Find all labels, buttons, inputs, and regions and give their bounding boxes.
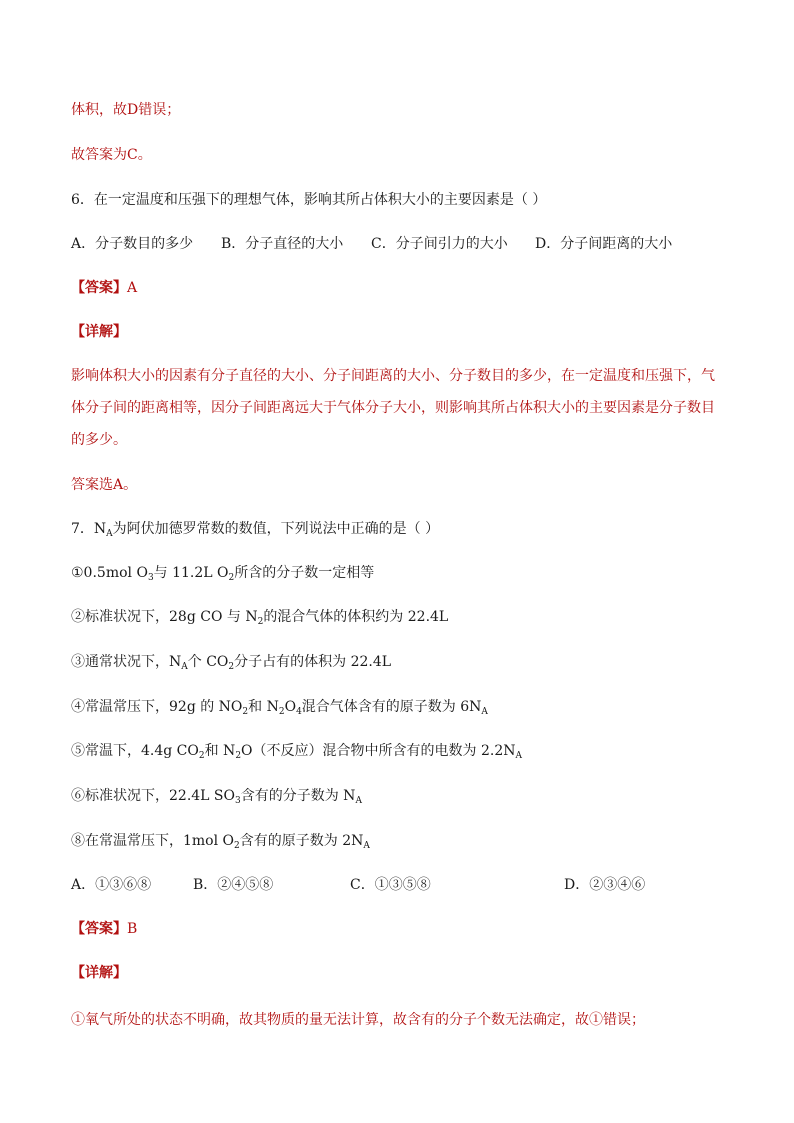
q7-statement-4: ④常温常压下，92g 的 $NO_2$和 $N_2O_4$混合气体含有的原子数为 $6N_A$ bbox=[71, 699, 488, 717]
q7-statement-2: ②标准状况下，28g CO 与 $N_2$的混合气体的体积约为 22.4L bbox=[71, 609, 449, 627]
q6-explain-label: 【详解】 bbox=[71, 324, 127, 340]
q7-option-d: D．②③④⑥ bbox=[564, 877, 646, 893]
prev-explanation-line: 体积，故D错误； bbox=[71, 102, 181, 118]
q7-stem: 7．$N_A$为阿伏加德罗常数的数值，下列说法中正确的是（ ） bbox=[71, 521, 440, 539]
q6-explain-line-2: 体分子间的距离相等，因分子间距离远大于气体分子大小，则影响其所占体积大小的主要因素是分子数目 bbox=[71, 400, 715, 416]
q6-explain-line-3: 的多少。 bbox=[71, 432, 127, 448]
q7-answer bbox=[71, 919, 137, 939]
q6-option-a: A．分子数目的多少 bbox=[71, 236, 194, 252]
answer-label: 【答案】 bbox=[71, 921, 127, 937]
q7-statement-1: ①0.5mol $O_3$与 11.2L $O_2$所含的分子数一定相等 bbox=[71, 565, 375, 583]
q7-statement-5: ⑤常温下，4.4g $CO_2$和 $N_2O$（不反应）混合物中所含有的电数为 $2.2N_A$ bbox=[71, 743, 522, 761]
q7-option-c: C．①③⑤⑧ bbox=[350, 877, 431, 893]
q6-conclusion: 答案选A。 bbox=[71, 477, 138, 493]
q6-stem: 6．在一定温度和压强下的理想气体，影响其所占体积大小的主要因素是（ ） bbox=[71, 192, 547, 208]
answer-value: B bbox=[127, 921, 138, 937]
prev-conclusion: 故答案为C。 bbox=[71, 147, 152, 163]
q6-explain-line-1: 影响体积大小的因素有分子直径的大小、分子间距离的大小、分子数目的多少，在一定温度和压强下，气 bbox=[71, 368, 715, 384]
q7-explain-line-1: ①氧气所处的状态不明确，故其物质的量无法计算，故含有的分子个数无法确定，故①错误； bbox=[71, 1012, 645, 1028]
q6-answer bbox=[71, 278, 137, 298]
q6-option-c: C．分子间引力的大小 bbox=[371, 236, 508, 252]
answer-value: A bbox=[127, 280, 138, 296]
q7-statement-8: ⑧在常温常压下，1mol $O_2$含有的原子数为 $2N_A$ bbox=[71, 833, 370, 851]
answer-label: 【答案】 bbox=[71, 280, 127, 296]
q7-explain-label: 【详解】 bbox=[71, 965, 127, 981]
q7-statement-6: ⑥标准状况下，22.4L $SO_3$含有的分子数为 $N_A$ bbox=[71, 788, 362, 806]
q7-option-a: A．①③⑥⑧ bbox=[71, 877, 152, 893]
q7-option-b: B．②④⑤⑧ bbox=[193, 877, 274, 893]
q7-statement-3: ③通常状况下，$N_A$个 $CO_2$分子占有的体积为 22.4L bbox=[71, 654, 392, 672]
q6-option-b: B．分子直径的大小 bbox=[221, 236, 344, 252]
q6-option-d: D．分子间距离的大小 bbox=[535, 236, 673, 252]
